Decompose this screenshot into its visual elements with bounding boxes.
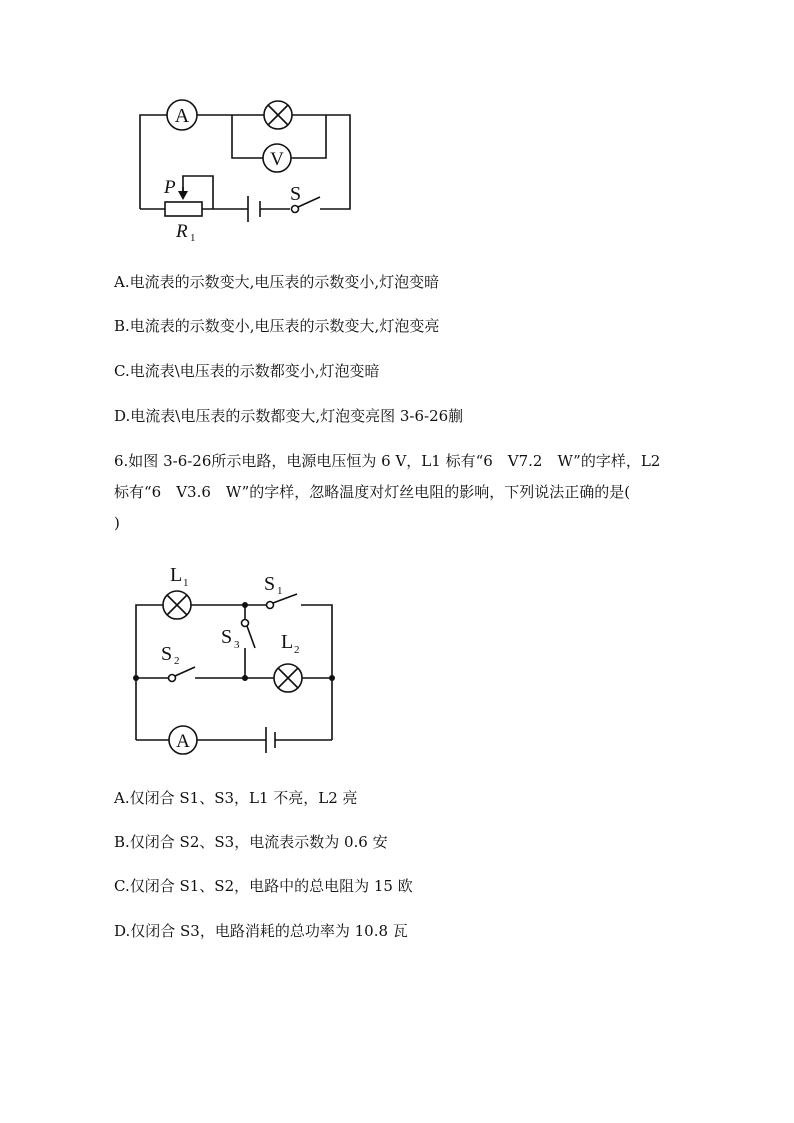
lamp-l1-symbol — [163, 564, 191, 619]
l1-label: L — [170, 564, 183, 586]
l2-subscript: 2 — [294, 644, 300, 656]
slider-label: P — [164, 177, 176, 198]
q5-option-b: B.电流表的示数变小,电压表的示数变大,灯泡变亮 — [114, 317, 440, 335]
s3-subscript: 3 — [234, 639, 240, 651]
switch-s3-symbol — [221, 620, 255, 652]
q6-option-d: D.仅闭合 S3，电路消耗的总功率为 10.8 瓦 — [114, 922, 408, 940]
q6-stem — [114, 446, 694, 539]
q6-option-c: C.仅闭合 S1、S2，电路中的总电阻为 15 欧 — [114, 877, 413, 895]
switch-label: S — [290, 183, 302, 205]
battery-2-symbol — [266, 727, 275, 753]
q6-option-a: A.仅闭合 S1、S3，L1 不亮，L2 亮 — [114, 789, 358, 807]
lamp-symbol — [264, 101, 292, 129]
circuit-diagram-2 — [125, 560, 345, 760]
ammeter-label: A — [174, 105, 190, 127]
ammeter-2-symbol — [169, 726, 197, 754]
s2-label: S — [161, 643, 173, 665]
circuit-diagram-1 — [130, 90, 370, 250]
s3-label: S — [221, 626, 233, 648]
ammeter-2-label: A — [176, 731, 190, 752]
lamp-l2-symbol — [274, 631, 302, 692]
ammeter-symbol — [167, 100, 197, 130]
voltmeter-symbol — [263, 144, 291, 172]
q5-option-d: D.电流表\电压表的示数都变大,灯泡变亮图 3-6-26蒯 — [114, 407, 464, 425]
voltmeter-label: V — [270, 149, 284, 170]
s1-subscript: 1 — [277, 585, 283, 597]
battery-symbol — [248, 196, 260, 222]
q6-option-b: B.仅闭合 S2、S3，电流表示数为 0.6 安 — [114, 833, 388, 851]
q6-stem-line-3: ) — [114, 514, 120, 532]
q6-stem-line-1: 6.如图 3-6-26所示电路，电源电压恒为 6 V，L1 标有“6 V7.2 W”的字样，L2 — [114, 452, 661, 470]
switch-s1-symbol — [264, 573, 297, 609]
s1-label: S — [264, 573, 276, 595]
switch-symbol — [290, 183, 320, 213]
s2-subscript: 2 — [174, 655, 180, 667]
rheostat-label: R — [176, 221, 188, 242]
l1-subscript: 1 — [183, 577, 189, 589]
q6-stem-line-2: 标有“6 V3.6 W”的字样，忽略温度对灯丝电阻的影响，下列说法正确的是( — [114, 483, 631, 501]
rheostat-subscript: 1 — [190, 232, 196, 244]
q5-option-a: A.电流表的示数变大,电压表的示数变小,灯泡变暗 — [114, 273, 440, 291]
q5-option-c: C.电流表\电压表的示数都变小,灯泡变暗 — [114, 362, 380, 380]
l2-label: L — [281, 631, 294, 653]
switch-s2-symbol — [161, 643, 195, 682]
